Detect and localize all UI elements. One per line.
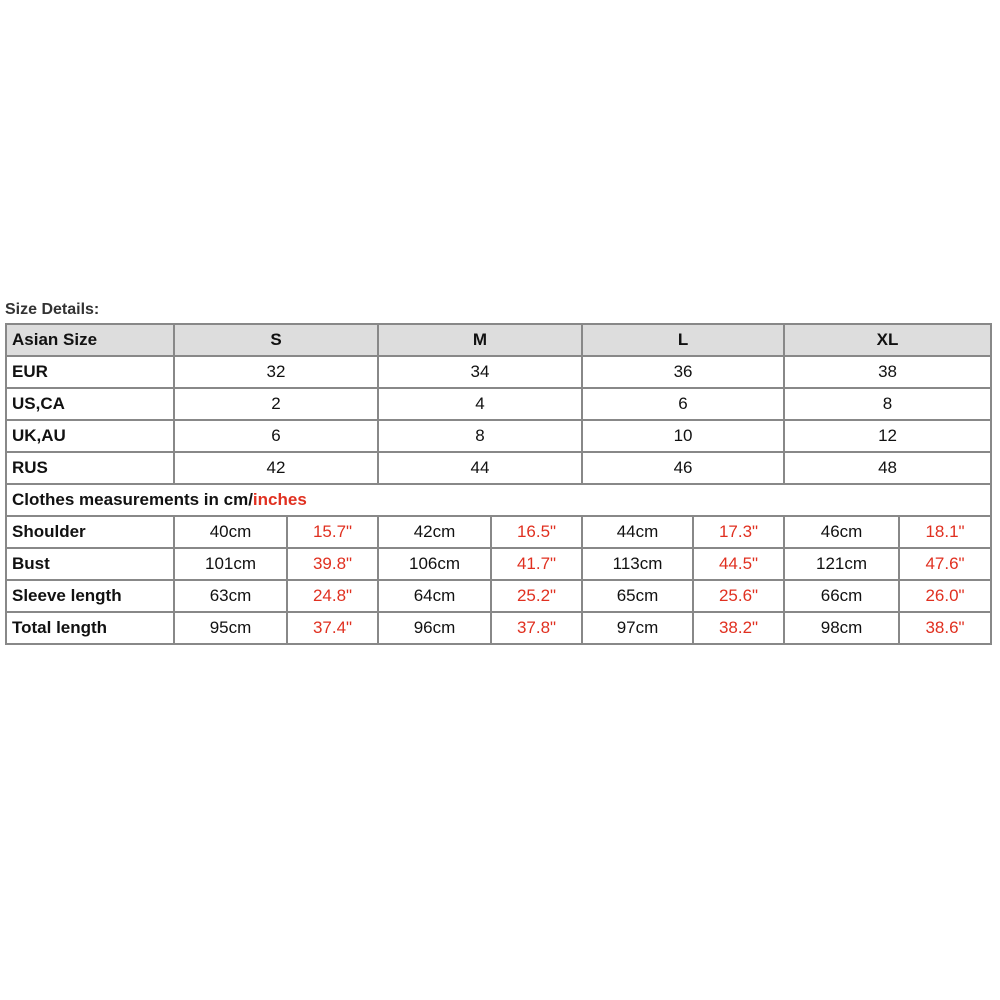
conversion-row — [6, 388, 991, 420]
measurements-header-inches: inches — [252, 490, 307, 509]
cm-value: 95cm — [174, 612, 287, 644]
measurement-row — [6, 612, 991, 644]
row-label: Sleeve length — [6, 580, 174, 612]
size-value: 4 — [378, 388, 582, 420]
inch-value: 37.4" — [287, 612, 378, 644]
size-value: 8 — [784, 388, 991, 420]
measurements-header-row — [6, 484, 991, 516]
size-value: 32 — [174, 356, 378, 388]
measurement-row — [6, 580, 991, 612]
size-value: 8 — [378, 420, 582, 452]
size-chart-table — [5, 323, 992, 645]
cm-value: 106cm — [378, 548, 491, 580]
size-details-title: Size Details: — [5, 301, 100, 318]
size-value: 44 — [378, 452, 582, 484]
cm-value: 46cm — [784, 516, 899, 548]
inch-value: 16.5" — [491, 516, 582, 548]
size-header-xl: XL — [784, 324, 991, 356]
cm-value: 64cm — [378, 580, 491, 612]
cm-value: 121cm — [784, 548, 899, 580]
row-label: RUS — [6, 452, 174, 484]
inch-value: 17.3" — [693, 516, 784, 548]
row-label: EUR — [6, 356, 174, 388]
measurements-header — [6, 484, 991, 516]
cm-value: 63cm — [174, 580, 287, 612]
cm-value: 113cm — [582, 548, 693, 580]
cm-value: 96cm — [378, 612, 491, 644]
asian-size-header: Asian Size — [6, 324, 174, 356]
size-value: 6 — [174, 420, 378, 452]
inch-value: 25.2" — [491, 580, 582, 612]
inch-value: 39.8" — [287, 548, 378, 580]
size-header-m: M — [378, 324, 582, 356]
inch-value: 24.8" — [287, 580, 378, 612]
row-label: UK,AU — [6, 420, 174, 452]
inch-value: 41.7" — [491, 548, 582, 580]
measurement-row — [6, 516, 991, 548]
size-value: 38 — [784, 356, 991, 388]
size-value: 10 — [582, 420, 784, 452]
cm-value: 44cm — [582, 516, 693, 548]
size-value: 12 — [784, 420, 991, 452]
size-header-l: L — [582, 324, 784, 356]
row-label: US,CA — [6, 388, 174, 420]
cm-value: 98cm — [784, 612, 899, 644]
conversion-row — [6, 452, 991, 484]
cm-value: 65cm — [582, 580, 693, 612]
size-value: 6 — [582, 388, 784, 420]
conversion-row — [6, 356, 991, 388]
size-value: 2 — [174, 388, 378, 420]
cm-value: 97cm — [582, 612, 693, 644]
size-value: 36 — [582, 356, 784, 388]
header-row — [6, 324, 991, 356]
cm-value: 42cm — [378, 516, 491, 548]
measurements-header-prefix: Clothes measurements in cm/ — [12, 490, 253, 509]
row-label: Bust — [6, 548, 174, 580]
row-label: Shoulder — [6, 516, 174, 548]
inch-value: 37.8" — [491, 612, 582, 644]
inch-value: 15.7" — [287, 516, 378, 548]
measurement-row — [6, 548, 991, 580]
inch-value: 47.6" — [899, 548, 991, 580]
inch-value: 38.2" — [693, 612, 784, 644]
size-header-s: S — [174, 324, 378, 356]
size-value: 48 — [784, 452, 991, 484]
inch-value: 38.6" — [899, 612, 991, 644]
inch-value: 25.6" — [693, 580, 784, 612]
inch-value: 44.5" — [693, 548, 784, 580]
size-value: 42 — [174, 452, 378, 484]
inch-value: 18.1" — [899, 516, 991, 548]
cm-value: 66cm — [784, 580, 899, 612]
cm-value: 101cm — [174, 548, 287, 580]
size-value: 46 — [582, 452, 784, 484]
row-label: Total length — [6, 612, 174, 644]
inch-value: 26.0" — [899, 580, 991, 612]
cm-value: 40cm — [174, 516, 287, 548]
conversion-row — [6, 420, 991, 452]
size-value: 34 — [378, 356, 582, 388]
